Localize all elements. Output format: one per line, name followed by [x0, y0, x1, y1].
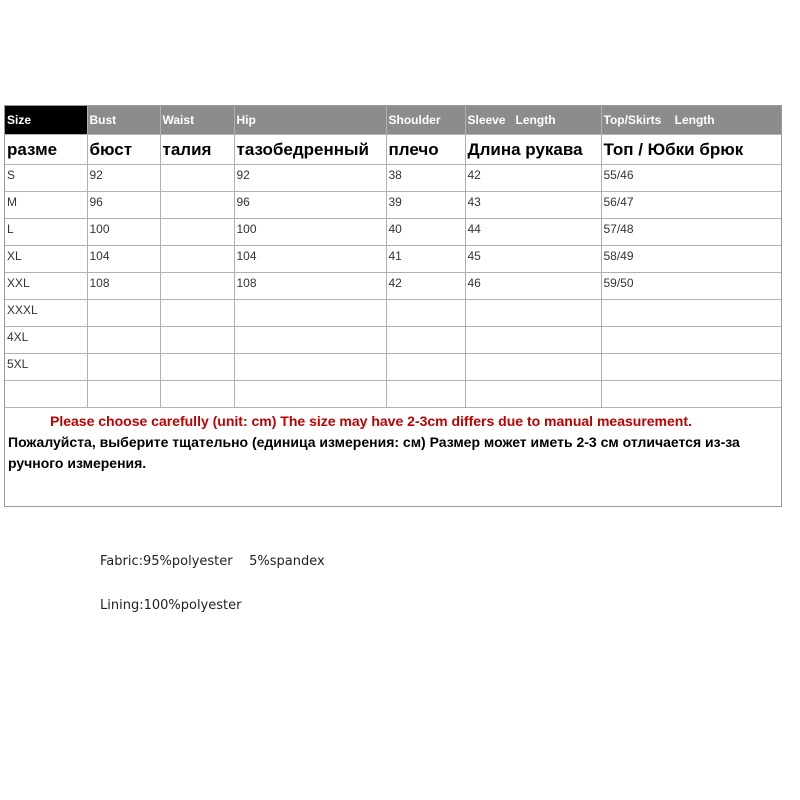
cell-size [5, 381, 87, 408]
cell-sleeve [465, 327, 601, 354]
cell-size: XXL [5, 273, 87, 300]
header-en-waist: Waist [160, 106, 234, 135]
cell-waist [160, 246, 234, 273]
cell-hip [234, 381, 386, 408]
header-ru-length: Топ / Юбки брюк [601, 135, 782, 165]
cell-waist [160, 381, 234, 408]
cell-size: 5XL [5, 354, 87, 381]
header-ru-size: разме [5, 135, 87, 165]
note-russian: Пожалуйста, выберите тщательно (единица измерения: см) Размер может иметь 2-3 см отличается из-за ручного измерения. [8, 434, 740, 471]
cell-shoulder: 42 [386, 273, 465, 300]
fabric-composition: Fabric:95%polyester 5%spandex [100, 554, 325, 569]
header-row-en [5, 106, 782, 135]
header-en-shoulder: Shoulder [386, 106, 465, 135]
cell-length: 56/47 [601, 192, 782, 219]
cell-waist [160, 192, 234, 219]
cell-length [601, 300, 782, 327]
cell-bust [87, 327, 160, 354]
cell-bust [87, 381, 160, 408]
cell-bust: 104 [87, 246, 160, 273]
cell-length: 57/48 [601, 219, 782, 246]
cell-waist [160, 354, 234, 381]
cell-shoulder [386, 300, 465, 327]
table-row [5, 219, 782, 246]
cell-bust: 96 [87, 192, 160, 219]
cell-shoulder: 41 [386, 246, 465, 273]
cell-bust: 108 [87, 273, 160, 300]
cell-sleeve: 45 [465, 246, 601, 273]
cell-bust: 92 [87, 165, 160, 192]
cell-shoulder: 39 [386, 192, 465, 219]
cell-size: XL [5, 246, 87, 273]
cell-sleeve: 44 [465, 219, 601, 246]
table-row [5, 246, 782, 273]
cell-sleeve: 43 [465, 192, 601, 219]
size-table [5, 106, 782, 474]
cell-shoulder [386, 381, 465, 408]
header-en-sleeve: Sleeve Length [465, 106, 601, 135]
cell-waist [160, 273, 234, 300]
table-row [5, 300, 782, 327]
cell-shoulder: 40 [386, 219, 465, 246]
note-row [5, 408, 782, 475]
table-row [5, 165, 782, 192]
cell-hip [234, 327, 386, 354]
cell-shoulder [386, 327, 465, 354]
cell-sleeve [465, 354, 601, 381]
cell-hip: 104 [234, 246, 386, 273]
cell-sleeve: 42 [465, 165, 601, 192]
cell-waist [160, 300, 234, 327]
table-row [5, 192, 782, 219]
header-ru-waist: талия [160, 135, 234, 165]
cell-length [601, 381, 782, 408]
size-note [5, 408, 782, 475]
cell-hip: 92 [234, 165, 386, 192]
header-row-ru [5, 135, 782, 165]
header-en-bust: Bust [87, 106, 160, 135]
cell-waist [160, 327, 234, 354]
table-row [5, 273, 782, 300]
header-en-hip: Hip [234, 106, 386, 135]
cell-size: M [5, 192, 87, 219]
cell-length: 58/49 [601, 246, 782, 273]
cell-bust [87, 300, 160, 327]
table-row [5, 381, 782, 408]
cell-size: XXXL [5, 300, 87, 327]
lining-composition: Lining:100%polyester [100, 598, 242, 613]
cell-size: L [5, 219, 87, 246]
header-en-size: Size [5, 106, 87, 135]
cell-length: 59/50 [601, 273, 782, 300]
cell-hip [234, 300, 386, 327]
header-ru-bust: бюст [87, 135, 160, 165]
note-english: Please choose carefully (unit: cm) The size may have 2-3cm differs due to manual measurement. [50, 413, 692, 429]
cell-hip: 96 [234, 192, 386, 219]
cell-sleeve [465, 300, 601, 327]
cell-shoulder [386, 354, 465, 381]
cell-shoulder: 38 [386, 165, 465, 192]
cell-hip: 100 [234, 219, 386, 246]
cell-waist [160, 219, 234, 246]
cell-size: S [5, 165, 87, 192]
header-en-length: Top/Skirts Length [601, 106, 782, 135]
cell-waist [160, 165, 234, 192]
table-row [5, 354, 782, 381]
size-chart [4, 105, 782, 507]
cell-sleeve [465, 381, 601, 408]
cell-hip [234, 354, 386, 381]
header-ru-hip: тазобедренный [234, 135, 386, 165]
table-row [5, 327, 782, 354]
cell-length: 55/46 [601, 165, 782, 192]
header-ru-sleeve: Длина рукава [465, 135, 601, 165]
cell-bust [87, 354, 160, 381]
header-ru-shoulder: плечо [386, 135, 465, 165]
cell-length [601, 327, 782, 354]
cell-size: 4XL [5, 327, 87, 354]
cell-bust: 100 [87, 219, 160, 246]
cell-length [601, 354, 782, 381]
cell-hip: 108 [234, 273, 386, 300]
cell-sleeve: 46 [465, 273, 601, 300]
